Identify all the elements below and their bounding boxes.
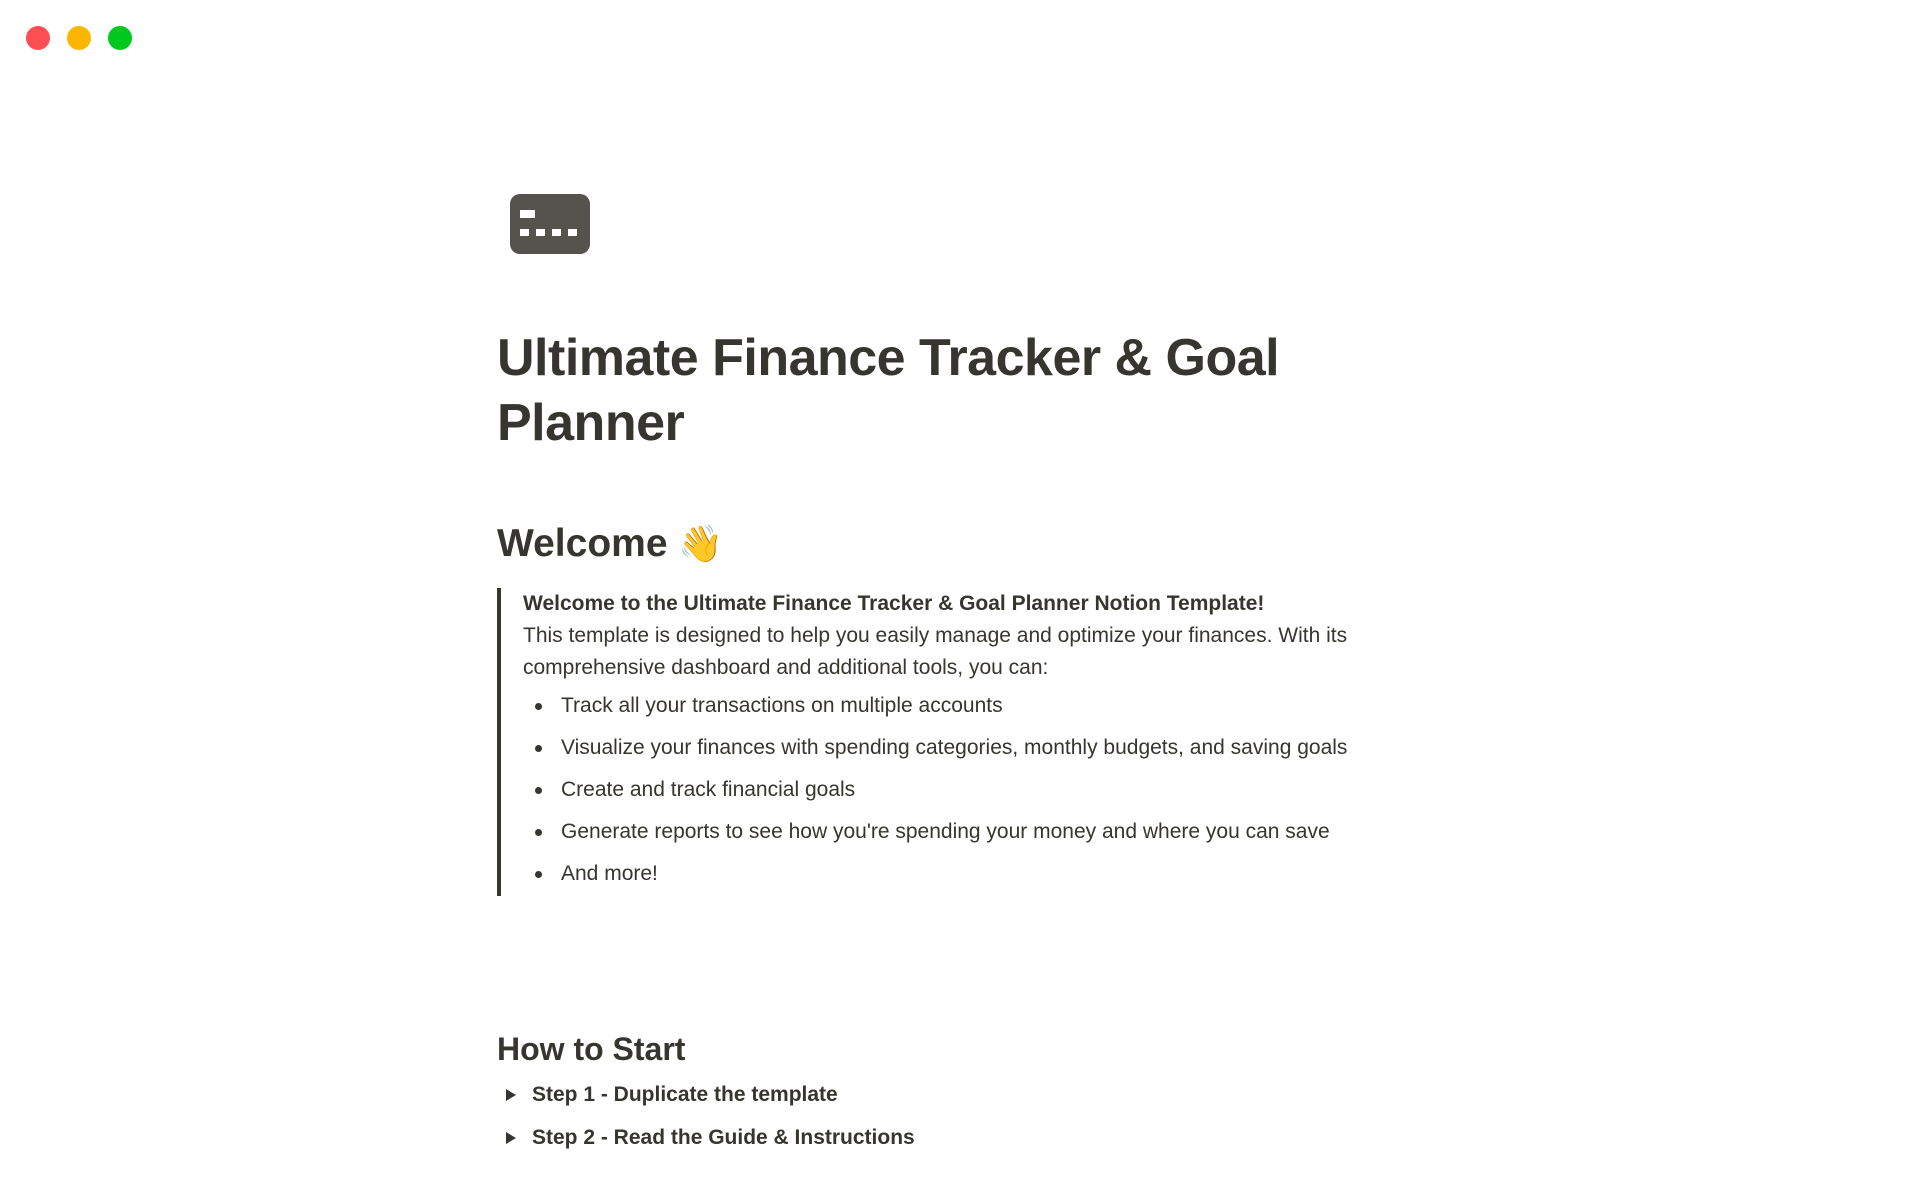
toggle-label: Step 1 - Duplicate the template xyxy=(532,1083,838,1106)
quote-intro: This template is designed to help you easily manage and optimize your finances. With its comprehensive dashboard and additional tools, you can: xyxy=(523,624,1348,679)
toggle-step-1[interactable] xyxy=(497,1077,838,1113)
window-controls xyxy=(26,26,132,50)
list-item: Track all your transactions on multiple accounts xyxy=(523,690,1397,732)
maximize-window-button[interactable] xyxy=(108,26,132,50)
close-window-button[interactable] xyxy=(26,26,50,50)
list-item: Create and track financial goals xyxy=(523,774,1397,816)
list-item: And more! xyxy=(523,858,1397,900)
triangle-right-icon[interactable] xyxy=(506,1089,516,1101)
list-item: Generate reports to see how you're spending your money and where you can save xyxy=(523,816,1397,858)
how-to-start-heading: How to Start xyxy=(497,1031,686,1067)
minimize-window-button[interactable] xyxy=(67,26,91,50)
triangle-right-icon[interactable] xyxy=(506,1132,516,1144)
credit-card-icon[interactable] xyxy=(510,194,590,254)
toggle-label: Step 2 - Read the Guide & Instructions xyxy=(532,1126,915,1149)
quote-bold-line: Welcome to the Ultimate Finance Tracker & Goal Planner Notion Template! xyxy=(523,592,1265,615)
welcome-heading xyxy=(497,516,723,572)
welcome-heading-text: Welcome xyxy=(497,522,668,565)
list-item: Visualize your finances with spending categories, monthly budgets, and saving goals xyxy=(523,732,1397,774)
waving-hand-icon: 👋 xyxy=(678,523,724,564)
toggle-step-2[interactable] xyxy=(497,1120,915,1156)
page-title[interactable]: Ultimate Finance Tracker & Goal Planner xyxy=(497,329,1280,452)
welcome-quote xyxy=(497,588,1397,896)
feature-list xyxy=(523,690,1397,900)
